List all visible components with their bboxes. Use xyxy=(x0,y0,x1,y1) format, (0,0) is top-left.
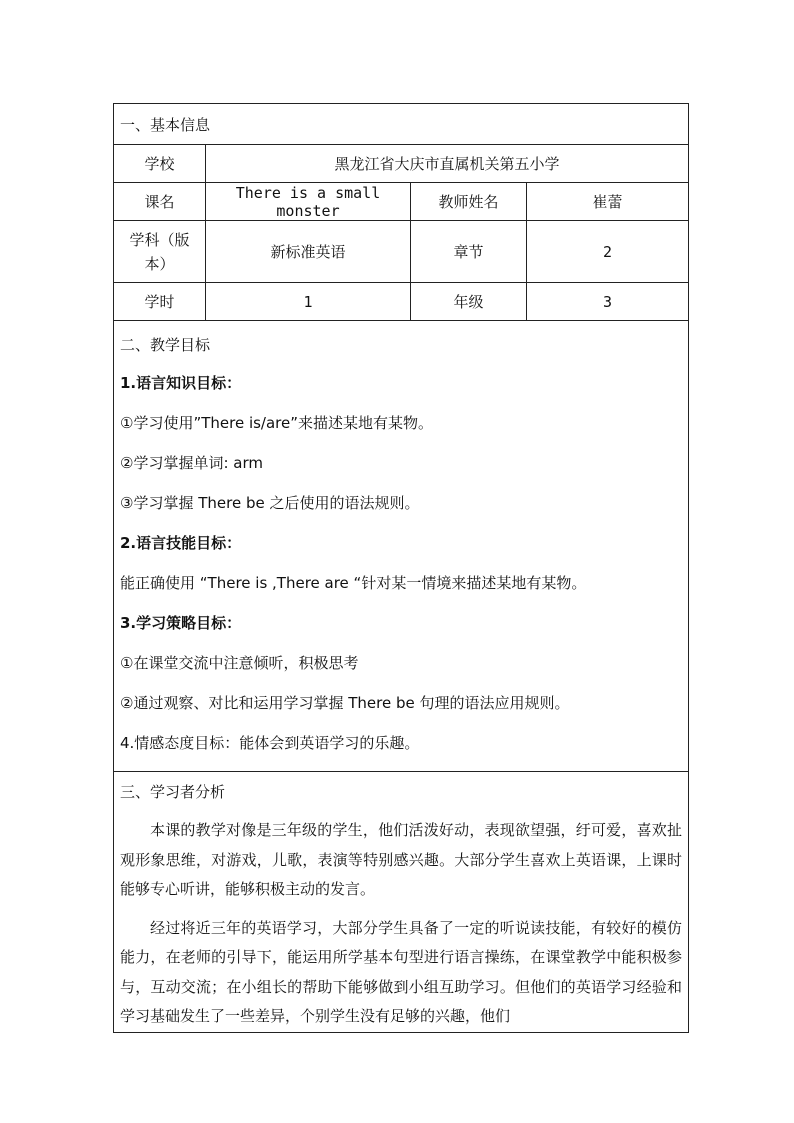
subject-value: 新标准英语 xyxy=(206,221,411,283)
teacher-value: 崔蕾 xyxy=(527,183,689,221)
chapter-label: 章节 xyxy=(411,221,527,283)
course-value: There is a small monster xyxy=(206,183,411,221)
chapter-value: 2 xyxy=(527,221,689,283)
teacher-label: 教师姓名 xyxy=(411,183,527,221)
goal1-title: 1.语言知识目标： xyxy=(120,374,242,392)
grade-value: 3 xyxy=(527,283,689,321)
school-value: 黑龙江省大庆市直属机关第五小学 xyxy=(206,145,689,183)
goal4-text: 4.情感态度目标：能体会到英语学习的乐趣。 xyxy=(120,734,420,752)
section-learner-analysis xyxy=(114,772,689,1033)
goal1-item: ③学习掌握 There be 之后使用的语法规则。 xyxy=(120,494,420,512)
section-learner-analysis-title: 三、学习者分析 xyxy=(120,783,226,801)
goal2-title: 2.语言技能目标： xyxy=(120,534,242,552)
learner-paragraph: 本课的教学对像是三年级的学生，他们活泼好动，表现欲望强，纡可爱，喜欢扯观形象思维，对游戏，儿歌，表演等特别感兴趣。大部分学生喜欢上英语课，上课时能够专心听讲，能够积极主动的发言。 xyxy=(120,821,683,898)
subject-label: 学科（版本） xyxy=(114,221,206,283)
section-teaching-goals xyxy=(114,321,689,772)
grade-label: 年级 xyxy=(411,283,527,321)
goal2-text: 能正确使用 “There is ,There are “针对某一情境来描述某地有某物。 xyxy=(120,574,587,592)
hours-label: 学时 xyxy=(114,283,206,321)
goal1-item: ①学习使用”There is/are”来描述某地有某物。 xyxy=(120,414,434,432)
section-teaching-goals-title: 二、教学目标 xyxy=(120,336,211,354)
goal3-item: ①在课堂交流中注意倾听，积极思考 xyxy=(120,654,359,672)
goal3-item: ②通过观察、对比和运用学习掌握 There be 句理的语法应用规则。 xyxy=(120,694,570,712)
course-label: 课名 xyxy=(114,183,206,221)
learner-paragraph: 经过将近三年的英语学习，大部分学生具备了一定的听说读技能，有较好的模仿能力，在老师的引导下，能运用所学基本句型进行语言操练，在课堂教学中能积极参与，互动交流；在小组长的帮助下能够做到小组互助学习。但他们的英语学习经验和学习基础发生了一些差异，个别学生没有足够的兴趣，他们 xyxy=(120,918,683,1025)
hours-value: 1 xyxy=(206,283,411,321)
lesson-plan-table xyxy=(113,103,689,1033)
section-basic-info-title: 一、基本信息 xyxy=(114,104,689,145)
goal1-item: ②学习掌握单词: arm xyxy=(120,454,263,472)
goal3-title: 3.学习策略目标： xyxy=(120,614,242,632)
school-label: 学校 xyxy=(114,145,206,183)
